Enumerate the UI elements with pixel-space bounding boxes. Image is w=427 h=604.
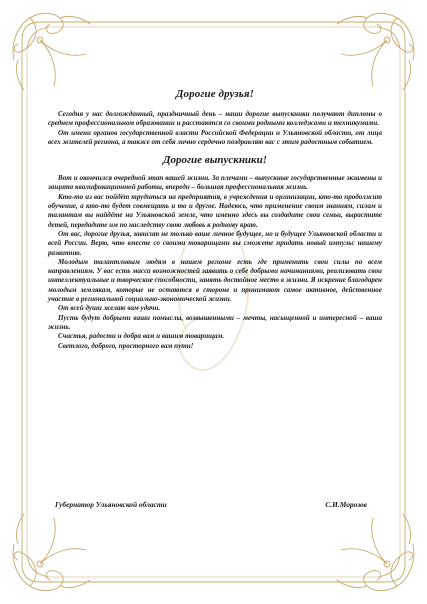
body-paragraph: Светлого, доброго, просторного вам пути! [58,341,194,350]
body-paragraph: От всей души желаю вам удачи. [58,304,161,313]
letter-title: Дорогие друзья! [175,88,255,100]
body-paragraph: Пусть будут добрыми ваши помыслы, возвышенными – мечты, насыщенной и интересной – ваша жизнь. [48,313,382,331]
body-paragraph: Молодым талантливым людям в нашем регионе есть где применить свои силы по всем направлениям. У вас есть масса возможностей заявить о себе добрыми начинаниями, реализовать свои интеллектуальные и творческие способности, занять достойное место в жизни. Я искренне благодарен молодым землякам, которые не остаются в стороне и принимают самое активное, действенное участие в региональной социально-экономической жизни. [48,257,382,304]
signature-block [55,500,367,509]
intro-paragraph: Сегодня у нас долгожданный, праздничный день – наши дорогие выпускники получают дипломы о среднем профессиональном образовании и расстаются со своими родными колледжами и техникумами. [48,110,382,128]
body-paragraph: Счастья, радости и добра вам и вашим товарищам. [58,332,225,341]
intro-paragraph: От имени органов государственной власти Российской Федерации и Ульяновской области, от лица всех жителей региона, а также от себя лично сердечно поздравляю вас с этим радостным событием. [48,128,382,146]
body-paragraph: От вас, дорогие друзья, зависит не только ваше личное будущее, но и будущее Ульяновской области и всей России. Верю, что вместе со своими товарищами вы сможете придать новый импульс нашему развитию. [48,229,382,257]
signature-name: С.И.Морозов [325,500,367,509]
body-paragraph: Кто-то из вас пойдёт трудиться на предприятия, в учреждения и организации, кто-то продолжит обучение, а кто-то будет совмещать и то и другое. Надеюсь, что применение своим знаниям, силам и талантам вы найдёте на Ульяновской земле, что именно здесь вы создадите свои семьи, вырастите детей, передадите им по наследству свою любовь к родному краю. [48,192,382,229]
letter-subtitle: Дорогие выпускники! [162,154,268,167]
letter-content [48,88,382,351]
body-paragraph: Вот и окончился очередной этап вашей жизни. За плечами – выпускные государственные экзамены и защита квалификационной работы, впереди – большая профессиональная жизнь. [48,174,382,192]
signature-position: Губернатор Ульяновской области [55,500,167,509]
